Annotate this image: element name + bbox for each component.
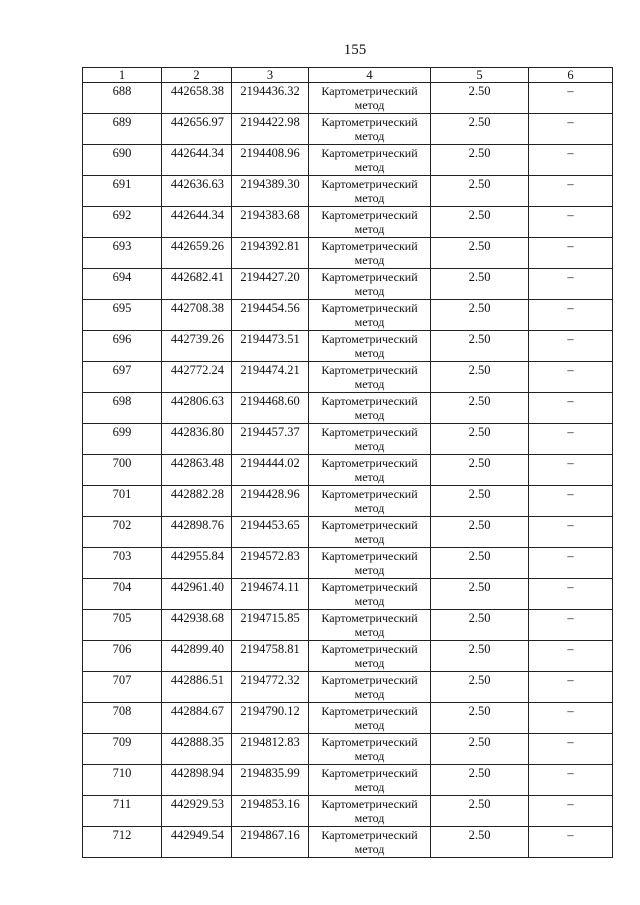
x-coordinate-cell: 442884.67	[162, 703, 232, 734]
method-text-line2: метод	[354, 346, 385, 360]
method-cell	[309, 424, 431, 455]
accuracy-cell: 2.50	[431, 734, 529, 765]
table-row	[83, 672, 613, 703]
y-coordinate-cell: 2194468.60	[232, 393, 309, 424]
x-coordinate-cell: 442882.28	[162, 486, 232, 517]
description-cell: –	[529, 672, 613, 703]
x-coordinate-cell: 442658.38	[162, 83, 232, 114]
x-coordinate-cell: 442898.94	[162, 765, 232, 796]
method-cell	[309, 548, 431, 579]
method-text-line1: Картометрический	[321, 735, 418, 749]
method-text-line1: Картометрический	[321, 425, 418, 439]
point-number-cell: 707	[83, 672, 162, 703]
table-row	[83, 796, 613, 827]
table-header-row	[83, 68, 613, 83]
point-number-cell: 701	[83, 486, 162, 517]
description-cell: –	[529, 331, 613, 362]
x-coordinate-cell: 442886.51	[162, 672, 232, 703]
description-cell: –	[529, 548, 613, 579]
x-coordinate-cell: 442888.35	[162, 734, 232, 765]
point-number-cell: 709	[83, 734, 162, 765]
description-cell: –	[529, 393, 613, 424]
method-text-line2: метод	[354, 98, 385, 112]
method-text-line2: метод	[354, 811, 385, 825]
description-cell: –	[529, 238, 613, 269]
x-coordinate-cell: 442636.63	[162, 176, 232, 207]
method-text-line2: метод	[354, 780, 385, 794]
accuracy-cell: 2.50	[431, 486, 529, 517]
method-text-line1: Картометрический	[321, 270, 418, 284]
x-coordinate-cell: 442899.40	[162, 641, 232, 672]
method-text-line1: Картометрический	[321, 177, 418, 191]
y-coordinate-cell: 2194457.37	[232, 424, 309, 455]
method-cell	[309, 703, 431, 734]
description-cell: –	[529, 207, 613, 238]
method-cell	[309, 114, 431, 145]
accuracy-cell: 2.50	[431, 83, 529, 114]
y-coordinate-cell: 2194473.51	[232, 331, 309, 362]
point-number-cell: 704	[83, 579, 162, 610]
method-text-line1: Картометрический	[321, 642, 418, 656]
x-coordinate-cell: 442929.53	[162, 796, 232, 827]
table-row	[83, 145, 613, 176]
method-text-line1: Картометрический	[321, 332, 418, 346]
accuracy-cell: 2.50	[431, 145, 529, 176]
y-coordinate-cell: 2194436.32	[232, 83, 309, 114]
method-cell	[309, 207, 431, 238]
y-coordinate-cell: 2194474.21	[232, 362, 309, 393]
y-coordinate-cell: 2194812.83	[232, 734, 309, 765]
method-cell	[309, 734, 431, 765]
method-text-line2: метод	[354, 594, 385, 608]
table-row	[83, 114, 613, 145]
method-cell	[309, 393, 431, 424]
y-coordinate-cell: 2194408.96	[232, 145, 309, 176]
table-row	[83, 579, 613, 610]
method-cell	[309, 362, 431, 393]
y-coordinate-cell: 2194428.96	[232, 486, 309, 517]
method-text-line2: метод	[354, 656, 385, 670]
method-text-line1: Картометрический	[321, 704, 418, 718]
y-coordinate-cell: 2194758.81	[232, 641, 309, 672]
method-text-line2: метод	[354, 718, 385, 732]
description-cell: –	[529, 114, 613, 145]
table-row	[83, 424, 613, 455]
point-number-cell: 705	[83, 610, 162, 641]
column-header-6: 6	[529, 68, 613, 83]
point-number-cell: 706	[83, 641, 162, 672]
accuracy-cell: 2.50	[431, 610, 529, 641]
method-text-line1: Картометрический	[321, 301, 418, 315]
accuracy-cell: 2.50	[431, 331, 529, 362]
point-number-cell: 691	[83, 176, 162, 207]
point-number-cell: 708	[83, 703, 162, 734]
method-text-line1: Картометрический	[321, 115, 418, 129]
accuracy-cell: 2.50	[431, 672, 529, 703]
accuracy-cell: 2.50	[431, 517, 529, 548]
x-coordinate-cell: 442961.40	[162, 579, 232, 610]
method-text-line2: метод	[354, 377, 385, 391]
y-coordinate-cell: 2194674.11	[232, 579, 309, 610]
description-cell: –	[529, 734, 613, 765]
method-text-line1: Картометрический	[321, 549, 418, 563]
description-cell: –	[529, 517, 613, 548]
column-header-4: 4	[309, 68, 431, 83]
x-coordinate-cell: 442836.80	[162, 424, 232, 455]
method-text-line1: Картометрический	[321, 580, 418, 594]
table-row	[83, 703, 613, 734]
y-coordinate-cell: 2194444.02	[232, 455, 309, 486]
method-text-line1: Картометрический	[321, 456, 418, 470]
table-row	[83, 176, 613, 207]
page-number: 155	[343, 42, 367, 58]
point-number-cell: 700	[83, 455, 162, 486]
description-cell: –	[529, 486, 613, 517]
point-number-cell: 699	[83, 424, 162, 455]
accuracy-cell: 2.50	[431, 238, 529, 269]
method-cell	[309, 238, 431, 269]
point-number-cell: 703	[83, 548, 162, 579]
x-coordinate-cell: 442739.26	[162, 331, 232, 362]
method-text-line1: Картометрический	[321, 239, 418, 253]
method-text-line1: Картометрический	[321, 828, 418, 842]
method-text-line1: Картометрический	[321, 363, 418, 377]
table-row	[83, 362, 613, 393]
method-cell	[309, 300, 431, 331]
method-text-line2: метод	[354, 284, 385, 298]
point-number-cell: 712	[83, 827, 162, 858]
method-text-line1: Картометрический	[321, 146, 418, 160]
column-header-1: 1	[83, 68, 162, 83]
method-text-line2: метод	[354, 253, 385, 267]
description-cell: –	[529, 362, 613, 393]
point-number-cell: 710	[83, 765, 162, 796]
table-row	[83, 641, 613, 672]
table-row	[83, 238, 613, 269]
description-cell: –	[529, 579, 613, 610]
method-text-line2: метод	[354, 501, 385, 515]
point-number-cell: 688	[83, 83, 162, 114]
table-row	[83, 331, 613, 362]
method-text-line1: Картометрический	[321, 797, 418, 811]
description-cell: –	[529, 610, 613, 641]
description-cell: –	[529, 703, 613, 734]
table-row	[83, 517, 613, 548]
point-number-cell: 695	[83, 300, 162, 331]
accuracy-cell: 2.50	[431, 424, 529, 455]
method-cell	[309, 765, 431, 796]
description-cell: –	[529, 765, 613, 796]
accuracy-cell: 2.50	[431, 579, 529, 610]
description-cell: –	[529, 145, 613, 176]
method-text-line2: метод	[354, 315, 385, 329]
description-cell: –	[529, 269, 613, 300]
x-coordinate-cell: 442644.34	[162, 145, 232, 176]
x-coordinate-cell: 442955.84	[162, 548, 232, 579]
accuracy-cell: 2.50	[431, 548, 529, 579]
description-cell: –	[529, 83, 613, 114]
table-row	[83, 765, 613, 796]
point-number-cell: 690	[83, 145, 162, 176]
method-text-line1: Картометрический	[321, 394, 418, 408]
y-coordinate-cell: 2194422.98	[232, 114, 309, 145]
method-text-line2: метод	[354, 222, 385, 236]
table-row	[83, 455, 613, 486]
y-coordinate-cell: 2194392.81	[232, 238, 309, 269]
description-cell: –	[529, 827, 613, 858]
point-number-cell: 689	[83, 114, 162, 145]
description-cell: –	[529, 641, 613, 672]
accuracy-cell: 2.50	[431, 393, 529, 424]
method-cell	[309, 579, 431, 610]
method-text-line1: Картометрический	[321, 611, 418, 625]
table-row	[83, 207, 613, 238]
point-number-cell: 693	[83, 238, 162, 269]
accuracy-cell: 2.50	[431, 455, 529, 486]
accuracy-cell: 2.50	[431, 176, 529, 207]
description-cell: –	[529, 424, 613, 455]
x-coordinate-cell: 442772.24	[162, 362, 232, 393]
method-cell	[309, 176, 431, 207]
method-cell	[309, 145, 431, 176]
description-cell: –	[529, 455, 613, 486]
point-number-cell: 702	[83, 517, 162, 548]
method-cell	[309, 486, 431, 517]
y-coordinate-cell: 2194383.68	[232, 207, 309, 238]
method-text-line2: метод	[354, 687, 385, 701]
y-coordinate-cell: 2194572.83	[232, 548, 309, 579]
method-text-line1: Картометрический	[321, 84, 418, 98]
x-coordinate-cell: 442806.63	[162, 393, 232, 424]
table-row	[83, 827, 613, 858]
accuracy-cell: 2.50	[431, 796, 529, 827]
x-coordinate-cell: 442863.48	[162, 455, 232, 486]
point-number-cell: 696	[83, 331, 162, 362]
method-cell	[309, 672, 431, 703]
table-row	[83, 300, 613, 331]
method-text-line2: метод	[354, 625, 385, 639]
column-header-2: 2	[162, 68, 232, 83]
description-cell: –	[529, 176, 613, 207]
accuracy-cell: 2.50	[431, 827, 529, 858]
table-row	[83, 393, 613, 424]
y-coordinate-cell: 2194715.85	[232, 610, 309, 641]
column-header-3: 3	[232, 68, 309, 83]
method-text-line1: Картометрический	[321, 487, 418, 501]
description-cell: –	[529, 796, 613, 827]
accuracy-cell: 2.50	[431, 114, 529, 145]
method-text-line2: метод	[354, 191, 385, 205]
accuracy-cell: 2.50	[431, 641, 529, 672]
y-coordinate-cell: 2194790.12	[232, 703, 309, 734]
method-cell	[309, 269, 431, 300]
method-cell	[309, 331, 431, 362]
y-coordinate-cell: 2194453.65	[232, 517, 309, 548]
x-coordinate-cell: 442644.34	[162, 207, 232, 238]
x-coordinate-cell: 442682.41	[162, 269, 232, 300]
y-coordinate-cell: 2194835.99	[232, 765, 309, 796]
method-text-line1: Картометрический	[321, 673, 418, 687]
method-text-line2: метод	[354, 563, 385, 577]
table-row	[83, 610, 613, 641]
y-coordinate-cell: 2194867.16	[232, 827, 309, 858]
accuracy-cell: 2.50	[431, 207, 529, 238]
point-number-cell: 711	[83, 796, 162, 827]
y-coordinate-cell: 2194853.16	[232, 796, 309, 827]
x-coordinate-cell: 442938.68	[162, 610, 232, 641]
table-row	[83, 269, 613, 300]
method-text-line1: Картометрический	[321, 518, 418, 532]
method-cell	[309, 517, 431, 548]
point-number-cell: 698	[83, 393, 162, 424]
y-coordinate-cell: 2194427.20	[232, 269, 309, 300]
x-coordinate-cell: 442898.76	[162, 517, 232, 548]
method-text-line2: метод	[354, 129, 385, 143]
accuracy-cell: 2.50	[431, 703, 529, 734]
method-cell	[309, 610, 431, 641]
method-text-line2: метод	[354, 408, 385, 422]
description-cell: –	[529, 300, 613, 331]
x-coordinate-cell: 442659.26	[162, 238, 232, 269]
point-number-cell: 694	[83, 269, 162, 300]
point-number-cell: 692	[83, 207, 162, 238]
y-coordinate-cell: 2194389.30	[232, 176, 309, 207]
accuracy-cell: 2.50	[431, 362, 529, 393]
x-coordinate-cell: 442656.97	[162, 114, 232, 145]
x-coordinate-cell: 442708.38	[162, 300, 232, 331]
x-coordinate-cell: 442949.54	[162, 827, 232, 858]
method-cell	[309, 455, 431, 486]
method-cell	[309, 796, 431, 827]
method-text-line1: Картометрический	[321, 766, 418, 780]
method-cell	[309, 83, 431, 114]
y-coordinate-cell: 2194772.32	[232, 672, 309, 703]
method-text-line1: Картометрический	[321, 208, 418, 222]
method-text-line2: метод	[354, 160, 385, 174]
method-cell	[309, 641, 431, 672]
table-row	[83, 83, 613, 114]
method-text-line2: метод	[354, 749, 385, 763]
table-row	[83, 548, 613, 579]
method-text-line2: метод	[354, 842, 385, 856]
y-coordinate-cell: 2194454.56	[232, 300, 309, 331]
coordinates-table	[82, 67, 613, 858]
method-text-line2: метод	[354, 439, 385, 453]
table-body	[83, 83, 613, 858]
accuracy-cell: 2.50	[431, 269, 529, 300]
method-cell	[309, 827, 431, 858]
accuracy-cell: 2.50	[431, 300, 529, 331]
accuracy-cell: 2.50	[431, 765, 529, 796]
method-text-line2: метод	[354, 532, 385, 546]
table-row	[83, 734, 613, 765]
point-number-cell: 697	[83, 362, 162, 393]
table-row	[83, 486, 613, 517]
method-text-line2: метод	[354, 470, 385, 484]
column-header-5: 5	[431, 68, 529, 83]
